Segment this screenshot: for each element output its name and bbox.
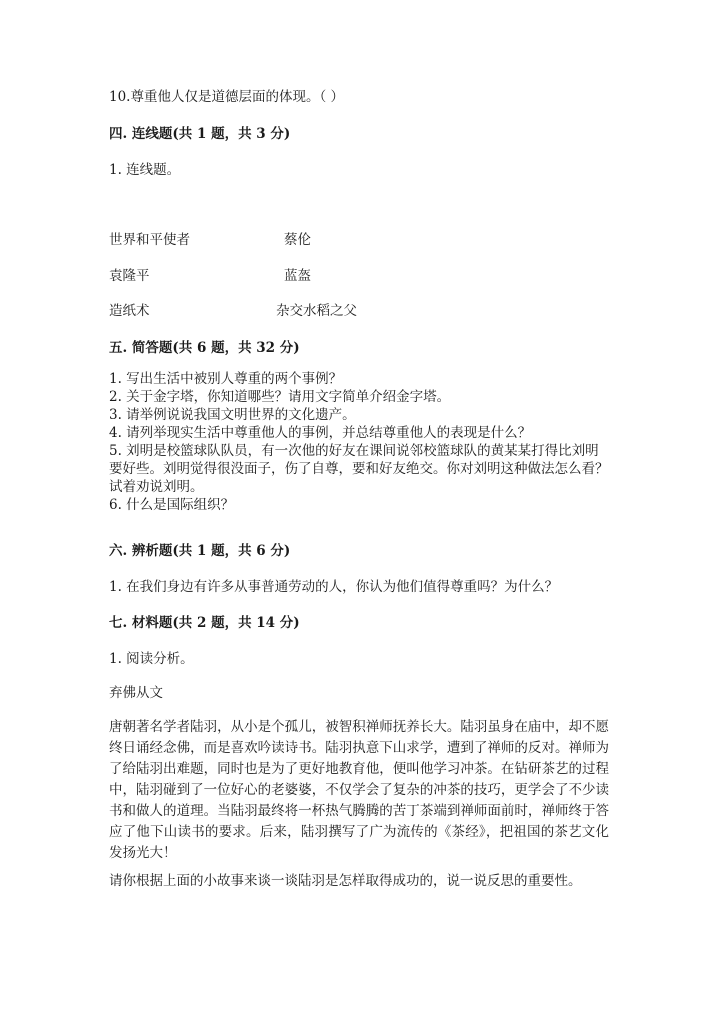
section-6-question: 1. 在我们身边有许多从事普通劳动的人，你认为他们值得尊重吗？为什么？ xyxy=(109,579,559,595)
section-4-question: 1. 连线题。 xyxy=(109,162,181,178)
match-left-item-1[interactable]: 世界和平使者 xyxy=(109,232,190,248)
section-5-heading: 五. 简答题(共 6 题，共 32 分) xyxy=(109,340,300,356)
match-right-item-2[interactable]: 蓝盔 xyxy=(284,268,311,284)
story-prompt: 请你根据上面的小故事来谈一谈陆羽是怎样取得成功的，说一说反思的重要性。 xyxy=(109,873,582,889)
match-left-item-3[interactable]: 造纸术 xyxy=(109,303,150,319)
match-right-item-3[interactable]: 杂交水稻之父 xyxy=(276,303,357,319)
short-answer-item-1: 1. 写出生活中被别人尊重的两个事例？ xyxy=(109,371,343,387)
section-7-question: 1. 阅读分析。 xyxy=(109,651,194,667)
short-answer-item-6: 6. 什么是国际组织？ xyxy=(109,497,235,513)
short-answer-item-2: 2. 关于金字塔，你知道哪些？请用文字简单介绍金字塔。 xyxy=(109,389,451,405)
short-answer-item-5: 5. 刘明是校篮球队队员，有一次他的好友在课间说邻校篮球队的黄某某打得比刘明要好些。刘明觉得很没面子，伤了自尊，要和好友绝交。你对刘明这种做法怎么看？试着劝说刘明。 xyxy=(109,443,609,495)
section-7-heading: 七. 材料题(共 2 题，共 14 分) xyxy=(109,615,300,631)
story-passage: 唐朝著名学者陆羽，从小是个孤儿，被智积禅师抚养长大。陆羽虽身在庙中，却不愿终日诵经念佛，而是喜欢吟读诗书。陆羽执意下山求学，遭到了禅师的反对。禅师为了给陆羽出难题，同时也是为了更好地教育他，便叫他学习冲茶。在钻研茶艺的过程中，陆羽碰到了一位好心的老婆婆，不仅学会了复杂的冲茶的技巧，更学会了不少读书和做人的道理。当陆羽最终将一杯热气腾腾的苦丁茶端到禅师面前时，禅师终于答应了他下山读书的要求。后来，陆羽撰写了广为流传的《茶经》，把祖国的茶艺文化发扬光大！ xyxy=(109,719,609,861)
short-answer-item-3: 3. 请举例说说我国文明世界的文化遗产。 xyxy=(109,407,356,423)
section-4-heading: 四. 连线题(共 1 题，共 3 分) xyxy=(109,126,291,142)
story-title: 弃佛从文 xyxy=(109,685,163,701)
match-left-item-2[interactable]: 袁隆平 xyxy=(109,268,150,284)
match-right-item-1[interactable]: 蔡伦 xyxy=(284,232,311,248)
section-6-heading: 六. 辨析题(共 1 题，共 6 分) xyxy=(109,543,291,559)
short-answer-item-4: 4. 请列举现实生活中尊重他人的事例，并总结尊重他人的表现是什么？ xyxy=(109,425,532,441)
question-10: 10.尊重他人仅是道德层面的体现。（ ） xyxy=(109,89,345,105)
short-answer-list xyxy=(109,370,609,514)
